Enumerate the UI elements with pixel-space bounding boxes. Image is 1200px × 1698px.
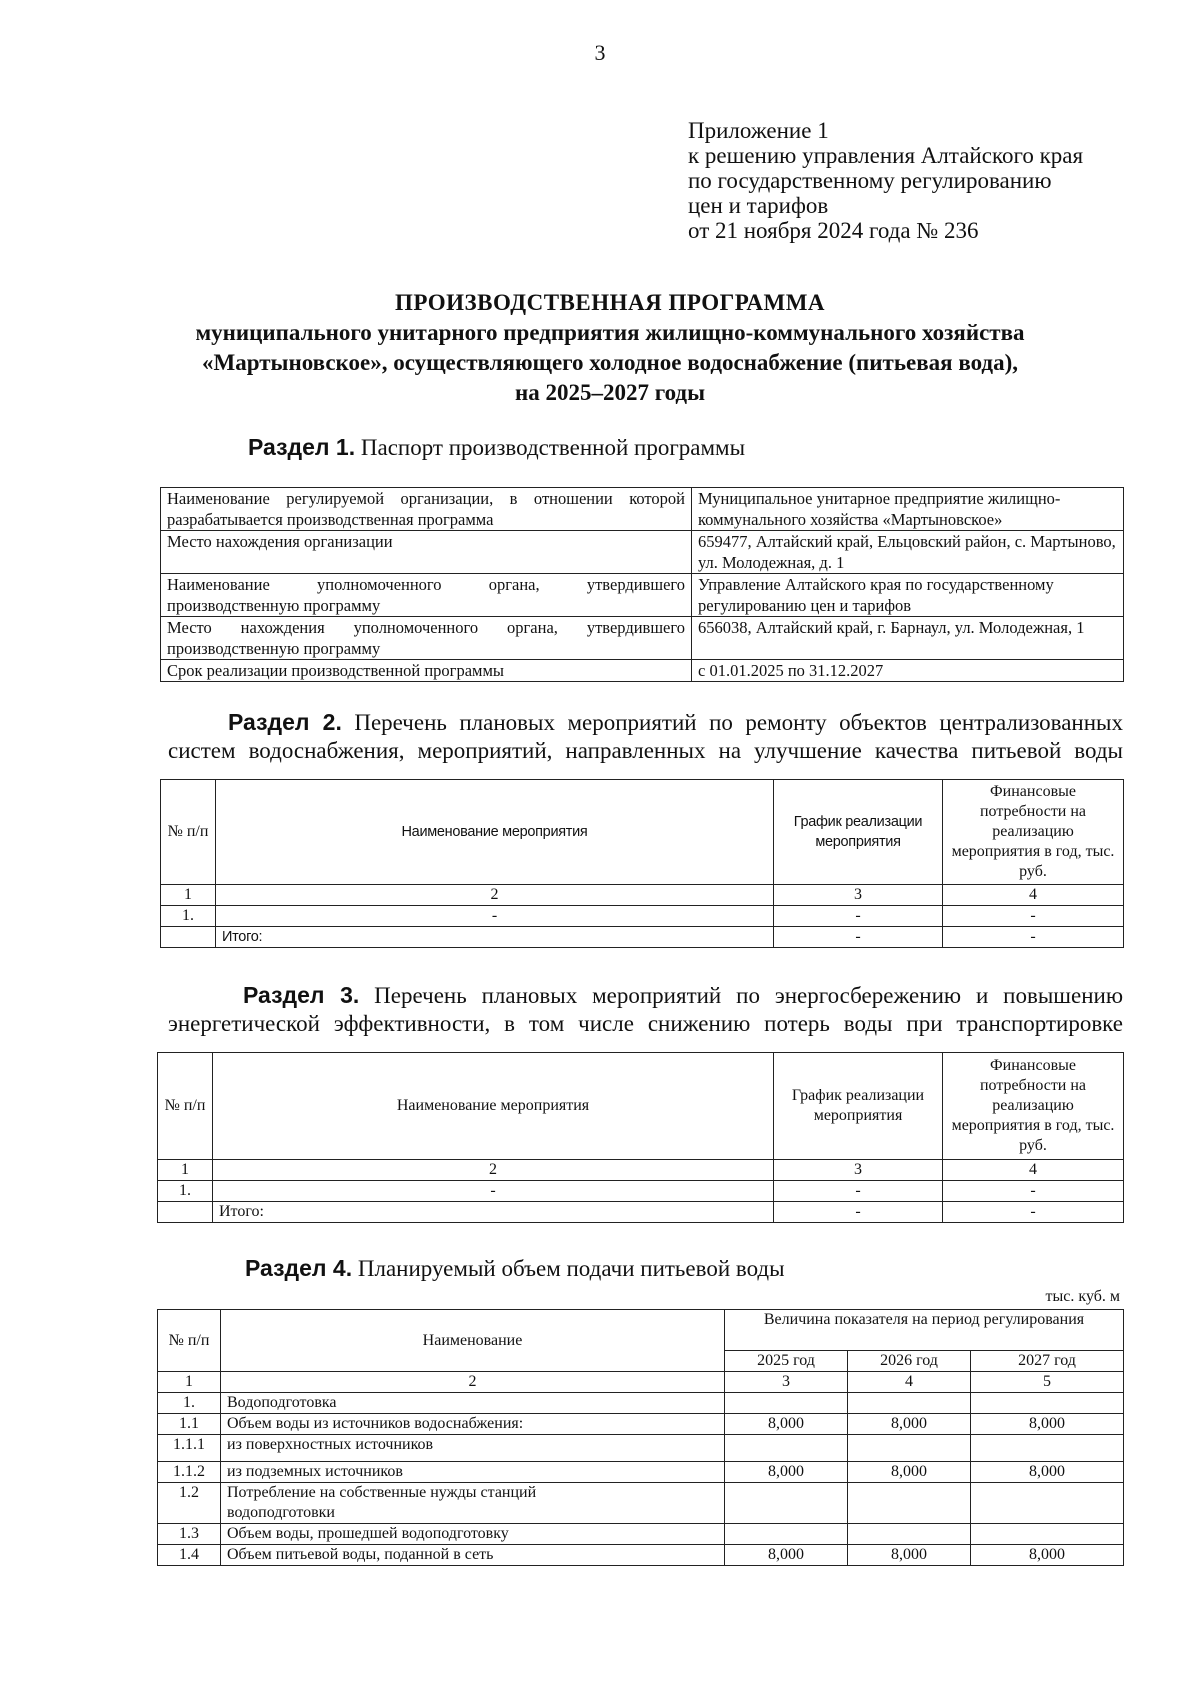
row-value-2026: 8,000 <box>848 1414 971 1435</box>
header-year: 2027 год <box>971 1351 1124 1372</box>
section2-heading <box>168 708 1123 765</box>
header-num: № п/п <box>158 1310 221 1372</box>
row-name: Объем воды, прошедшей водоподготовку <box>221 1524 725 1545</box>
row-value-2025 <box>725 1435 848 1462</box>
table-row <box>158 1545 1124 1566</box>
row-value-2025 <box>725 1483 848 1524</box>
passport-name-cell: Срок реализации производственной программы <box>161 660 692 682</box>
section3-heading <box>168 981 1123 1038</box>
row-value-2026 <box>848 1393 971 1414</box>
section3-text: Перечень плановых мероприятий по энергосбережению и повышению <box>374 983 1124 1008</box>
passport-name-cell: Наименование уполномоченного органа, утвердившего производственную программу <box>161 574 692 617</box>
table-header-row <box>158 1310 1124 1351</box>
col-number: 4 <box>848 1372 971 1393</box>
row-name: из поверхностных источников <box>221 1435 725 1462</box>
table-row <box>161 617 1124 660</box>
row-value-2026 <box>848 1435 971 1462</box>
col-number: 5 <box>971 1372 1124 1393</box>
col-number: 2 <box>221 1372 725 1393</box>
appendix-block <box>688 118 1083 243</box>
row-value-2027 <box>971 1393 1124 1414</box>
row-num: 1. <box>158 1393 221 1414</box>
row-schedule: - <box>774 906 943 927</box>
row-name: Объем воды из источников водоснабжения: <box>221 1414 725 1435</box>
passport-value-cell: Управление Алтайского края по государственному регулированию цен и тарифов <box>692 574 1124 617</box>
table-row <box>158 1435 1124 1462</box>
section4-text: Планируемый объем подачи питьевой воды <box>357 1256 785 1281</box>
title-line: «Мартыновское», осуществляющего холодное водоснабжение (питьевая вода), <box>202 350 1018 375</box>
section1-label: Раздел 1. <box>248 434 356 460</box>
row-name: - <box>216 906 774 927</box>
table-row <box>158 1372 1124 1393</box>
table-row <box>158 1181 1124 1202</box>
table-row <box>161 885 1124 906</box>
repair-measures-table <box>160 779 1124 948</box>
passport-table <box>160 487 1124 682</box>
row-schedule: - <box>774 1181 943 1202</box>
row-name: - <box>213 1181 774 1202</box>
section4-heading <box>245 1254 785 1283</box>
section1-text: Паспорт производственной программы <box>360 435 746 460</box>
table-row <box>161 906 1124 927</box>
header-year: 2026 год <box>848 1351 971 1372</box>
row-num: 1.1.1 <box>158 1435 221 1462</box>
row-value-2025 <box>725 1524 848 1545</box>
col-number: 1 <box>161 885 216 906</box>
row-value-2027: 8,000 <box>971 1414 1124 1435</box>
title-main: ПРОИЗВОДСТВЕННАЯ ПРОГРАММА <box>394 290 826 315</box>
appendix-line: Приложение 1 <box>688 118 829 143</box>
row-name: из подземных источников <box>221 1462 725 1483</box>
table-row <box>158 1160 1124 1181</box>
table-row <box>158 1462 1124 1483</box>
row-finance: - <box>943 1181 1124 1202</box>
header-num: № п/п <box>158 1053 213 1160</box>
table-row <box>158 1524 1124 1545</box>
row-value-2025: 8,000 <box>725 1545 848 1566</box>
appendix-line: от 21 ноября 2024 года № 236 <box>688 218 979 243</box>
col-number: 4 <box>943 885 1124 906</box>
empty-cell <box>161 927 216 948</box>
empty-cell <box>158 1202 213 1223</box>
section3-text: энергетической эффективности, в том числе снижению потерь воды при транспортировке <box>168 1011 1123 1036</box>
total-schedule: - <box>774 1202 943 1223</box>
row-value-2026 <box>848 1524 971 1545</box>
row-num: 1.1 <box>158 1414 221 1435</box>
row-name: Потребление на собственные нужды станций водоподготовки <box>221 1483 725 1524</box>
title-line: на 2025–2027 годы <box>514 380 706 405</box>
header-schedule: График реализации мероприятия <box>774 1053 943 1160</box>
col-number: 3 <box>725 1372 848 1393</box>
total-finance: - <box>943 1202 1124 1223</box>
section3-label: Раздел 3. <box>243 982 360 1008</box>
row-value-2027: 8,000 <box>971 1545 1124 1566</box>
row-finance: - <box>943 906 1124 927</box>
table-row <box>161 531 1124 574</box>
passport-value-cell: с 01.01.2025 по 31.12.2027 <box>692 660 1124 682</box>
table-row <box>158 1202 1124 1223</box>
header-name: Наименование мероприятия <box>213 1053 774 1160</box>
appendix-line: к решению управления Алтайского края <box>688 143 1084 168</box>
header-year: 2025 год <box>725 1351 848 1372</box>
passport-name-cell: Место нахождения организации <box>161 531 692 574</box>
table-row <box>161 660 1124 682</box>
col-number: 2 <box>216 885 774 906</box>
passport-value-cell: Муниципальное унитарное предприятие жилищно-коммунального хозяйства «Мартыновское» <box>692 488 1124 531</box>
units-label: тыс. куб. м <box>1045 1288 1120 1305</box>
table-row <box>158 1483 1124 1524</box>
total-label: Итого: <box>213 1202 774 1223</box>
total-schedule: - <box>774 927 943 948</box>
header-name: Наименование <box>221 1310 725 1372</box>
passport-name-cell: Место нахождения уполномоченного органа, утвердившего производственную программу <box>161 617 692 660</box>
table-header-row <box>158 1053 1124 1160</box>
water-volume-table <box>157 1309 1124 1566</box>
table-row <box>158 1393 1124 1414</box>
row-name: Водоподготовка <box>221 1393 725 1414</box>
passport-name-cell: Наименование регулируемой организации, в отношении которой разрабатывается производственная программа <box>161 488 692 531</box>
col-number: 3 <box>774 885 943 906</box>
col-number: 4 <box>943 1160 1124 1181</box>
row-value-2027 <box>971 1483 1124 1524</box>
section1-heading <box>248 433 745 462</box>
header-period: Величина показателя на период регулирования <box>725 1310 1124 1351</box>
header-finance: Финансовые потребности на реализацию мероприятия в год, тыс. руб. <box>943 1053 1124 1160</box>
row-num: 1. <box>158 1181 213 1202</box>
row-value-2026: 8,000 <box>848 1545 971 1566</box>
passport-value-cell: 659477, Алтайский край, Ельцовский район, с. Мартыново, ул. Молодежная, д. 1 <box>692 531 1124 574</box>
document-title <box>150 288 1070 408</box>
table-row <box>161 488 1124 531</box>
row-num: 1.2 <box>158 1483 221 1524</box>
table-header-row <box>161 780 1124 885</box>
row-value-2027 <box>971 1524 1124 1545</box>
total-finance: - <box>943 927 1124 948</box>
col-number: 2 <box>213 1160 774 1181</box>
row-value-2026: 8,000 <box>848 1462 971 1483</box>
table-row <box>161 927 1124 948</box>
table-row <box>161 574 1124 617</box>
section4-label: Раздел 4. <box>245 1255 353 1281</box>
passport-value-cell: 656038, Алтайский край, г. Барнаул, ул. Молодежная, 1 <box>692 617 1124 660</box>
appendix-line: цен и тарифов <box>688 193 829 218</box>
energy-measures-table <box>157 1052 1124 1223</box>
row-num: 1.1.2 <box>158 1462 221 1483</box>
table-row <box>158 1414 1124 1435</box>
row-num: 1.3 <box>158 1524 221 1545</box>
header-name: Наименование мероприятия <box>216 780 774 885</box>
page-number: 3 <box>594 40 606 65</box>
header-finance: Финансовые потребности на реализацию мероприятия в год, тыс. руб. <box>943 780 1124 885</box>
col-number: 3 <box>774 1160 943 1181</box>
row-value-2027 <box>971 1435 1124 1462</box>
row-num: 1.4 <box>158 1545 221 1566</box>
row-value-2025: 8,000 <box>725 1414 848 1435</box>
section2-text: Перечень плановых мероприятий по ремонту объектов централизованных <box>354 710 1123 735</box>
row-num: 1. <box>161 906 216 927</box>
row-value-2026 <box>848 1483 971 1524</box>
col-number: 1 <box>158 1160 213 1181</box>
title-line: муниципального унитарного предприятия жилищно-коммунального хозяйства <box>195 320 1025 345</box>
header-num: № п/п <box>161 780 216 885</box>
row-name: Объем питьевой воды, поданной в сеть <box>221 1545 725 1566</box>
header-schedule: График реализации мероприятия <box>774 780 943 885</box>
section2-label: Раздел 2. <box>228 709 342 735</box>
row-value-2025: 8,000 <box>725 1462 848 1483</box>
col-number: 1 <box>158 1372 221 1393</box>
section2-text: систем водоснабжения, мероприятий, направленных на улучшение качества питьевой воды <box>168 738 1123 763</box>
total-label: Итого: <box>216 927 774 948</box>
row-value-2025 <box>725 1393 848 1414</box>
row-value-2027: 8,000 <box>971 1462 1124 1483</box>
appendix-line: по государственному регулированию <box>688 168 1052 193</box>
